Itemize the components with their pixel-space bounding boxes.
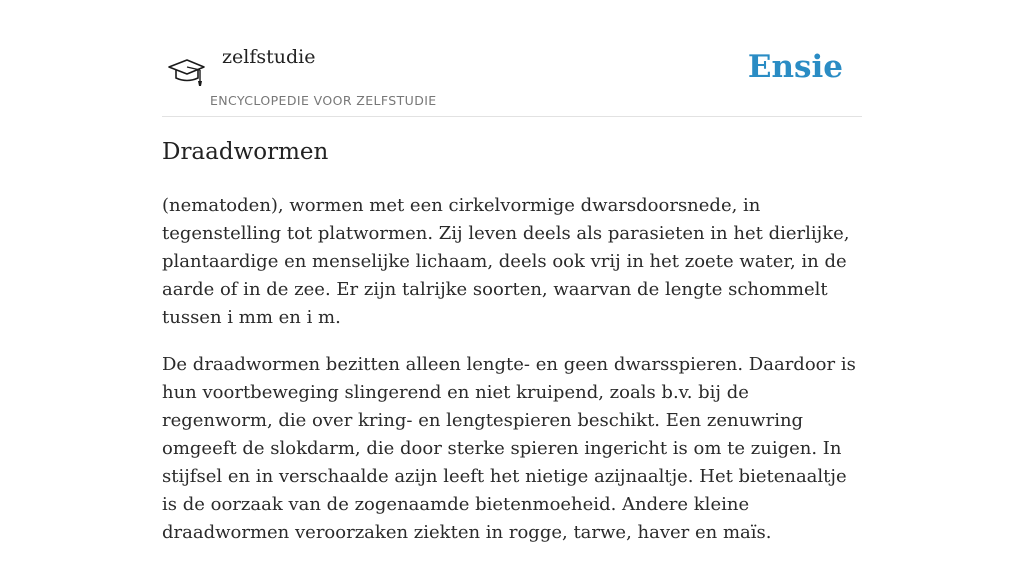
site-header — [162, 0, 862, 117]
site-tagline: ENCYCLOPEDIE VOOR ZELFSTUDIE — [210, 93, 437, 108]
article-body — [162, 192, 862, 566]
page-title: Draadwormen — [162, 139, 329, 165]
content-column — [162, 0, 862, 543]
article-paragraph: De draadwormen bezitten alleen lengte- en geen dwarsspieren. Daardoor is hun voortbeweging slingerend en niet kruipend, zoals b.v. bij de regenworm, die over kring- en lengtespieren beschikt. Een zenuwring omgeeft de slokdarm, die door sterke spieren ingericht is om te zuigen. In stijfsel en in verschaalde azijn leeft het nietige azijnaaltje. Het bietenaaltje is de oorzaak van de zogenaamde bietenmoeheid. Andere kleine draadwormen veroorzaken ziekten in rogge, tarwe, haver en maïs. — [162, 354, 856, 543]
site-name[interactable]: zelfstudie — [222, 46, 316, 68]
article-paragraph: (nematoden), wormen met een cirkelvormige dwarsdoorsnede, in tegenstelling tot platwormen. Zij leven deels als parasieten in het dierlijke, plantaardige en menselijke lichaam, deels ook vrij in het zoete water, in de aarde of in de zee. Er zijn talrijke soorten, waarvan de lengte schommelt tussen i mm en i m. — [162, 195, 850, 328]
graduation-cap-icon[interactable] — [166, 54, 206, 90]
brand-logo-link[interactable]: Ensie — [747, 49, 843, 85]
